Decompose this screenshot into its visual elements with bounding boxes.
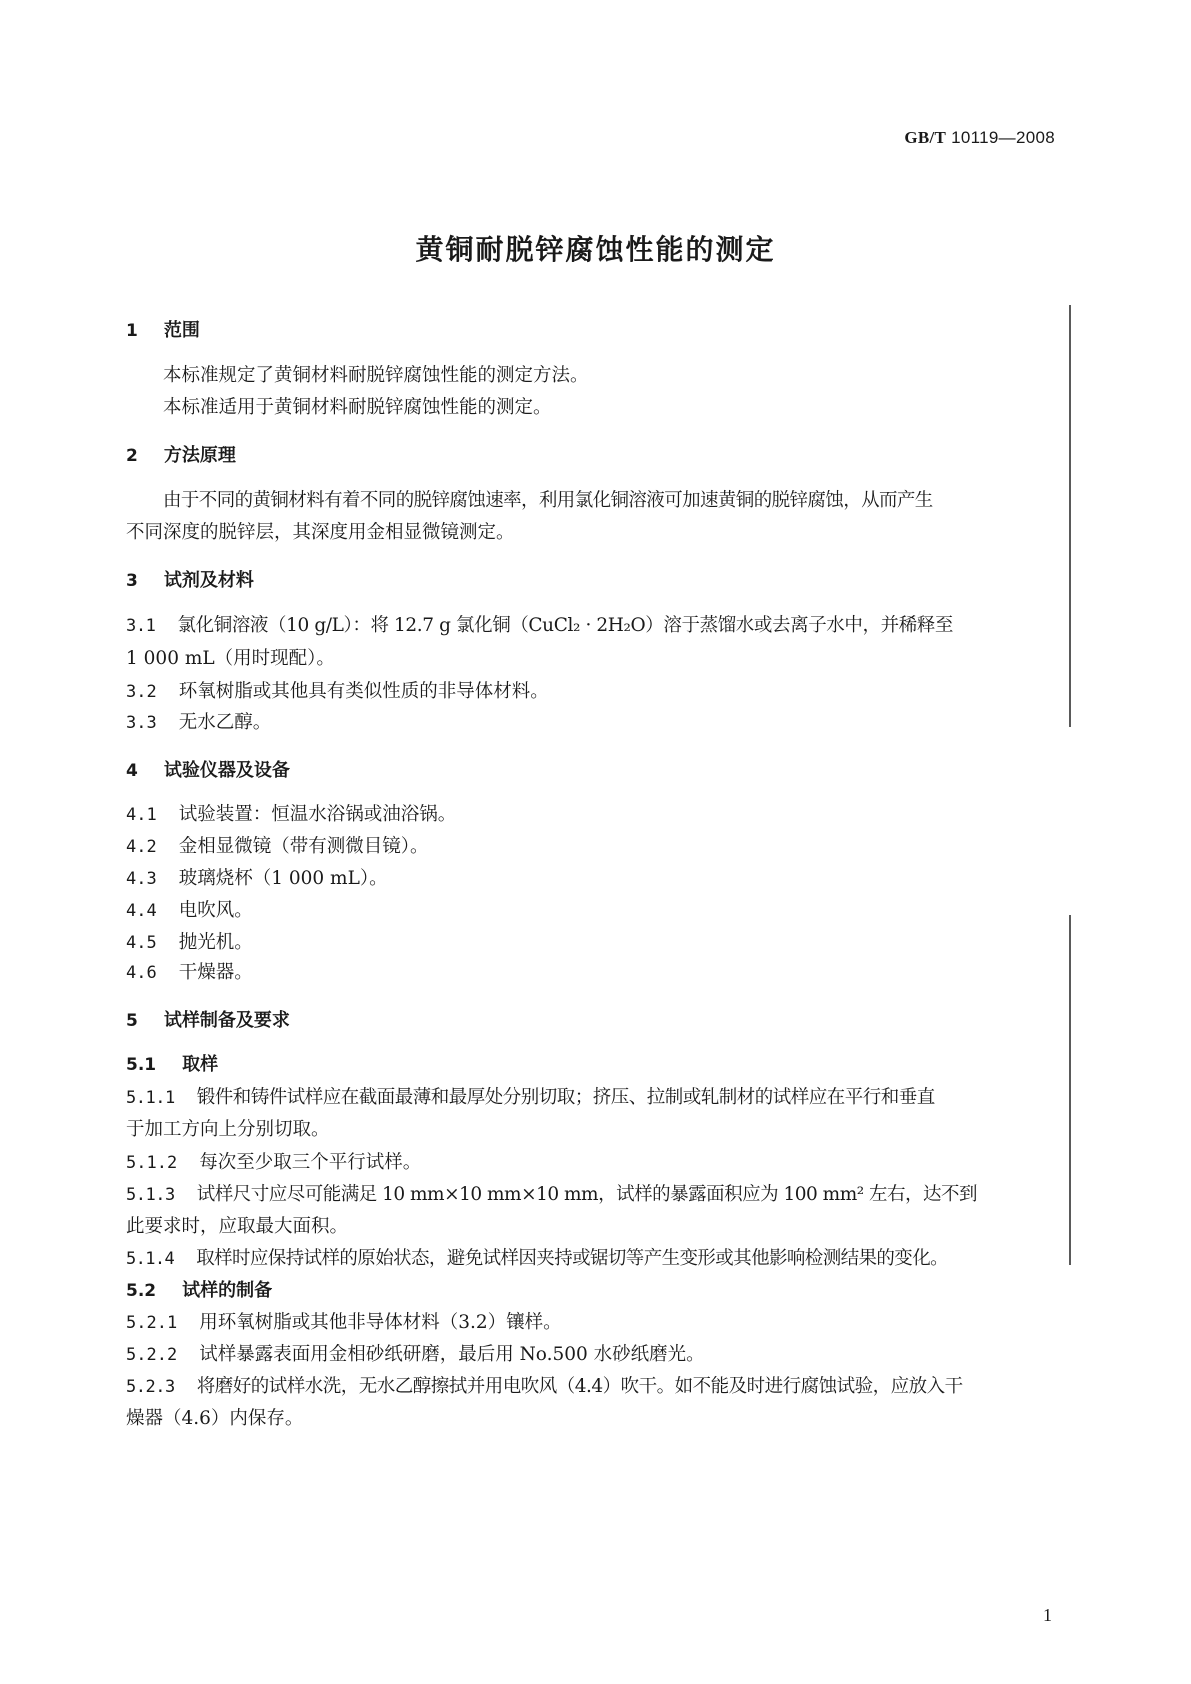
clause-text: 金相显微镜（带有测微目镜）。 (178, 836, 429, 857)
clause-number: 3.3 (126, 713, 157, 733)
paragraph-line: 由于不同的黄铜材料有着不同的脱锌腐蚀速率，利用氯化铜溶液可加速黄铜的脱锌腐蚀，从而产生 (163, 490, 933, 511)
clause-text: 每次至少取三个平行试样。 (199, 1152, 422, 1173)
clause-3-1 (126, 611, 953, 637)
section-5-heading (126, 1006, 290, 1032)
subsection-title: 取样 (182, 1054, 219, 1075)
subsection-number: 5.2 (126, 1281, 157, 1301)
section-number: 1 (126, 321, 138, 341)
clause-number: 4.6 (126, 963, 157, 983)
section-number: 5 (126, 1011, 138, 1031)
clause-text: 无水乙醇。 (178, 712, 272, 733)
subsection-title: 试样的制备 (182, 1280, 273, 1301)
change-bar-1 (1069, 305, 1071, 727)
clause-4-4 (126, 896, 253, 922)
section-title: 试剂及材料 (163, 570, 254, 591)
paragraph: 本标准适用于黄铜材料耐脱锌腐蚀性能的测定。 (163, 397, 552, 418)
clause-number: 4.4 (126, 901, 157, 921)
change-bar-2 (1069, 915, 1071, 1265)
clause-5-1-3 (126, 1180, 977, 1206)
paragraph-line: 不同深度的脱锌层，其深度用金相显微镜测定。 (126, 522, 515, 543)
clause-text: 干燥器。 (178, 962, 253, 983)
clause-text: 玻璃烧杯（1 000 mL）。 (178, 868, 388, 889)
clause-continuation: 1 000 mL（用时现配）。 (126, 648, 335, 669)
clause-4-3 (126, 864, 388, 890)
clause-number: 4.2 (126, 837, 157, 857)
clause-number: 5.1.1 (126, 1088, 175, 1108)
clause-number: 5.1.2 (126, 1153, 178, 1173)
subsection-5-1-heading (126, 1050, 218, 1076)
clause-4-2 (126, 832, 428, 858)
clause-5-1-1 (126, 1083, 935, 1109)
clause-number: 5.2.2 (126, 1345, 178, 1365)
clause-text: 试样尺寸应尽可能满足 10 mm×10 mm×10 mm，试样的暴露面积应为 100 mm² 左右，达不到 (196, 1184, 978, 1205)
section-4-heading (126, 756, 290, 782)
clause-3-3 (126, 708, 271, 734)
clause-number: 5.1.4 (126, 1249, 175, 1269)
standard-code-number: 10119—2008 (946, 128, 1055, 147)
section-title: 方法原理 (163, 445, 236, 466)
document-title: 黄铜耐脱锌腐蚀性能的测定 (415, 233, 776, 266)
clause-number: 4.3 (126, 869, 157, 889)
clause-continuation: 此要求时，应取最大面积。 (126, 1216, 349, 1237)
standard-code-prefix: GB/T (904, 128, 947, 147)
clause-text: 试验装置：恒温水浴锅或油浴锅。 (178, 804, 457, 825)
clause-continuation: 燥器（4.6）内保存。 (126, 1408, 304, 1429)
clause-number: 3.1 (126, 616, 156, 636)
section-title: 范围 (163, 320, 200, 341)
clause-number: 4.5 (126, 933, 157, 953)
section-number: 3 (126, 571, 138, 591)
clause-4-5 (126, 928, 253, 954)
clause-number: 3.2 (126, 682, 157, 702)
clause-number: 4.1 (126, 805, 157, 825)
clause-3-2 (126, 677, 549, 703)
standard-code (904, 128, 1055, 148)
clause-number: 5.2.1 (126, 1313, 178, 1333)
clause-5-1-4 (126, 1244, 948, 1270)
clause-text: 试样暴露表面用金相砂纸研磨，最后用 No.500 水砂纸磨光。 (199, 1344, 705, 1365)
clause-text: 取样时应保持试样的原始状态，避免试样因夹持或锯切等产生变形或其他影响检测结果的变化。 (196, 1248, 948, 1269)
clause-text: 锻件和铸件试样应在截面最薄和最厚处分别切取；挤压、拉制或轧制材的试样应在平行和垂直 (196, 1087, 935, 1108)
clause-4-6 (126, 958, 253, 984)
section-title: 试样制备及要求 (163, 1010, 290, 1031)
clause-text: 抛光机。 (178, 932, 253, 953)
subsection-5-2-heading (126, 1276, 272, 1302)
page-number: 1 (1043, 1605, 1052, 1625)
clause-5-1-2 (126, 1148, 421, 1174)
section-1-heading (126, 316, 200, 342)
clause-number: 5.2.3 (126, 1377, 175, 1397)
clause-text: 用环氧树脂或其他非导体材料（3.2）镶样。 (199, 1312, 562, 1333)
clause-5-2-1 (126, 1308, 562, 1334)
clause-number: 5.1.3 (126, 1185, 175, 1205)
subsection-number: 5.1 (126, 1055, 157, 1075)
section-3-heading (126, 566, 254, 592)
clause-5-2-3 (126, 1372, 963, 1398)
clause-text: 将磨好的试样水洗，无水乙醇擦拭并用电吹风（4.4）吹干。如不能及时进行腐蚀试验，应放入干 (196, 1376, 963, 1397)
section-title: 试验仪器及设备 (163, 760, 290, 781)
paragraph: 本标准规定了黄铜材料耐脱锌腐蚀性能的测定方法。 (163, 365, 589, 386)
clause-4-1 (126, 800, 456, 826)
section-2-heading (126, 441, 236, 467)
section-number: 4 (126, 761, 138, 781)
clause-text: 氯化铜溶液（10 g/L）：将 12.7 g 氯化铜（CuCl₂ · 2H₂O）溶于蒸馏水或去离子水中，并稀释至 (177, 615, 954, 636)
clause-text: 环氧树脂或其他具有类似性质的非导体材料。 (178, 681, 549, 702)
clause-continuation: 于加工方向上分别切取。 (126, 1119, 330, 1140)
clause-5-2-2 (126, 1340, 705, 1366)
clause-text: 电吹风。 (178, 900, 253, 921)
section-number: 2 (126, 446, 138, 466)
